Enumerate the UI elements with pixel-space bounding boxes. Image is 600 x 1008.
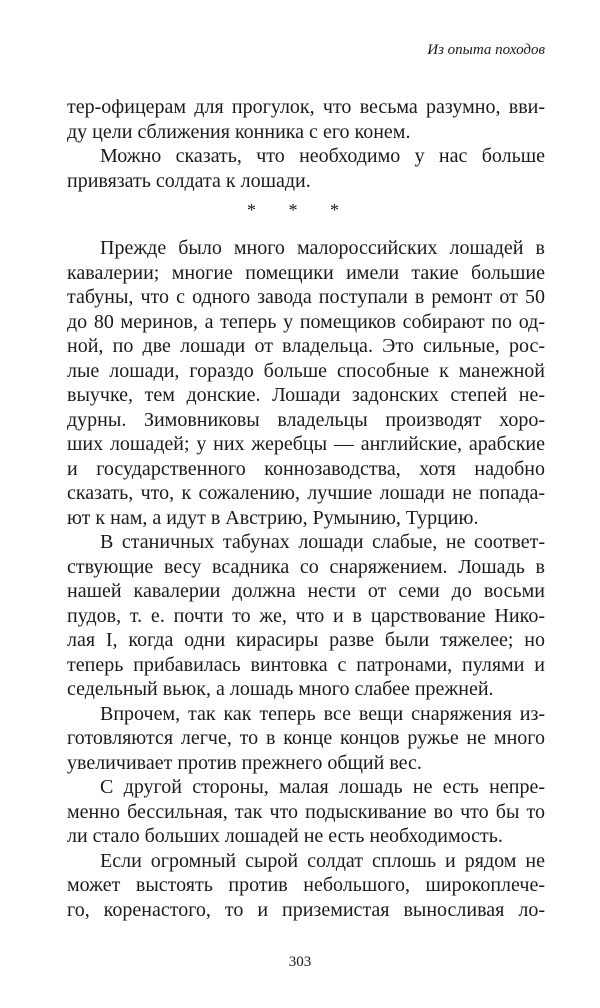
text-line: табуны, что с одного завода поступали в ремонт от 50 xyxy=(67,286,545,308)
text-line: Можно сказать, что необходимо у нас больше xyxy=(100,145,545,167)
text-line: Если огромный сырой солдат сплошь и рядом не xyxy=(100,849,545,872)
text-line: выучке, тем донские. Лошади задонских степей не- xyxy=(67,384,545,406)
text-line: может выстоять против небольшого, широкоплече- xyxy=(67,874,545,896)
text-line: пудов, т. е. почти то же, что и в царствование Нико- xyxy=(67,604,545,627)
running-header: Из опыта походов xyxy=(427,42,545,58)
text-line: и государственного коннозаводства, хотя надобно xyxy=(67,457,545,480)
text-line: Прежде было много малороссийских лошадей в xyxy=(100,237,545,259)
text-line: лая I, когда одни кирасиры разве были тяжелее; но xyxy=(67,629,545,651)
text-line: го, коренастого, то и приземистая выносливая ло- xyxy=(67,898,545,921)
text-line: дурны. Зимовниковы владельцы производят хоро- xyxy=(67,408,545,431)
text-line: седельный вьюк, а лошадь много слабее прежней. xyxy=(67,678,494,700)
text-line: ствующие весу всадника со снаряжением. Лошадь в xyxy=(67,555,545,578)
text-line: лые лошади, гораздо больше способные к манежной xyxy=(67,359,545,382)
text-line: ной, по две лошади от владельца. Это сильные, рос- xyxy=(67,335,545,357)
text-line: кавалерии; многие помещики имели такие большие xyxy=(67,261,545,284)
text-line: Впрочем, так как теперь все вещи снаряжения из- xyxy=(100,702,545,725)
text-line: ют к нам, а идут в Австрию, Румынию, Турцию. xyxy=(67,506,479,529)
text-line: теперь прибавилась винтовка с патронами, пулями и xyxy=(67,653,545,676)
text-line: увеличивает против прежнего общий вес. xyxy=(67,751,422,774)
text-line: привязать солдата к лошади. xyxy=(67,169,311,192)
text-line: нашей кавалерии должна нести от семи до восьми xyxy=(67,580,545,602)
text-line: до 80 меринов, а теперь у помещиков собирают по од- xyxy=(67,310,545,333)
text-line: тер-офицерам для прогулок, что весьма разумно, вви- xyxy=(67,96,545,118)
section-separator: * * * xyxy=(247,200,353,220)
text-line: С другой стороны, малая лошадь не есть непре- xyxy=(100,776,545,798)
text-line: сказать, что, к сожалению, лучшие лошади не попада- xyxy=(67,482,545,504)
text-line: ду цели сближения конника с его конем. xyxy=(67,120,411,143)
text-line: В станичных табунах лошади слабые, не соответ- xyxy=(100,531,545,553)
text-line: ших лошадей; у них жеребцы — английские, арабские xyxy=(67,433,545,455)
text-line: готовляются легче, то в конце концов ружье не много xyxy=(67,727,545,749)
page-number: 303 xyxy=(288,954,312,970)
text-line: менно бессильная, так что подыскивание во что бы то xyxy=(67,800,545,823)
text-line: ли стало больших лошадей не есть необходимость. xyxy=(67,825,503,847)
